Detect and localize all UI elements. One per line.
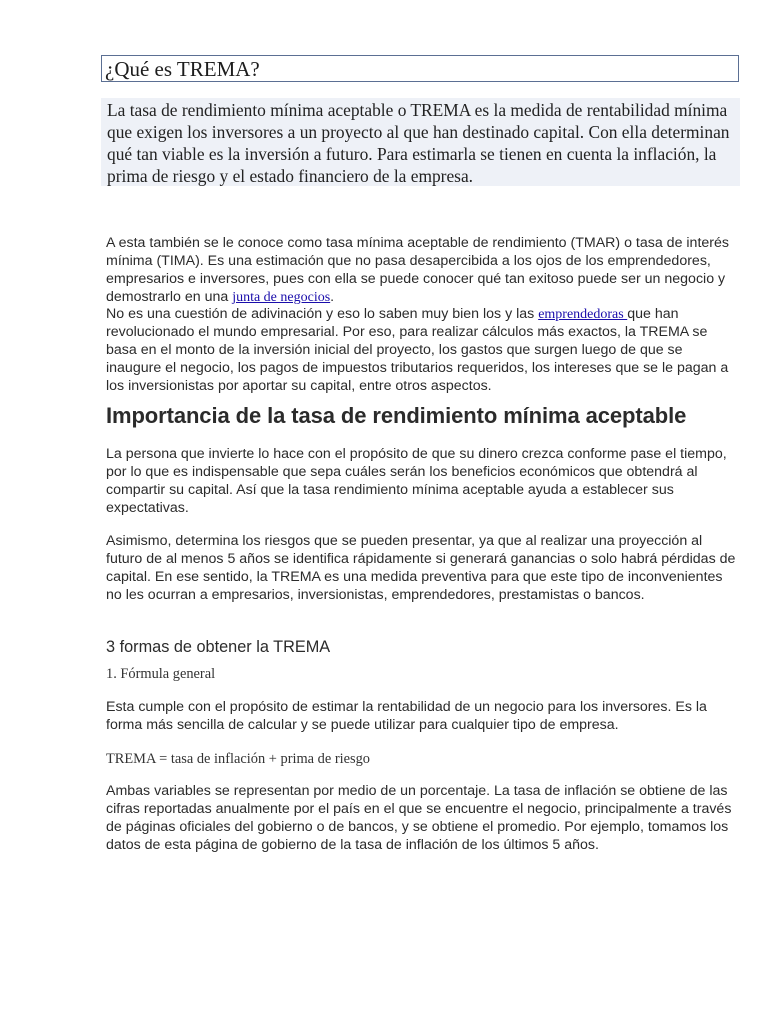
paragraph-riesgos: Asimismo, determina los riesgos que se pueden presentar, ya que al realizar una proyección al futuro de al menos 5 años se identifica rápidamente si generará ganancias o solo habrá pérdidas de capital. En ese sentido, la TREMA es una medida preventiva para que este tipo de inconvenientes no les ocurran a empresarios, inversionistas, emprendedores, prestamistas o bancos. bbox=[106, 533, 736, 603]
subheading-formula-general: 1. Fórmula general bbox=[106, 666, 216, 682]
page-title: ¿Qué es TREMA? bbox=[101, 55, 739, 82]
paragraph-variables: Ambas variables se representan por medio de un porcentaje. La tasa de inflación se obtiene de las cifras reportadas anualmente por el país en el que se encuentre el negocio, principalmente a través de páginas oficiales del gobierno o de bancos, y se obtiene el promedio. Por ejemplo, tomamos los datos de esta página de gobierno de la tasa de inflación de los últimos 5 años. bbox=[106, 783, 732, 853]
link-emprendedoras[interactable]: emprendedoras bbox=[538, 307, 628, 322]
heading-formas: 3 formas de obtener la TREMA bbox=[106, 638, 331, 656]
paragraph-tmar-text: A esta también se le conoce como tasa mínima aceptable de rendimiento (TMAR) o tasa de interés mínima (TIMA). Es una estimación que no pasa desapercibida a los ojos de los emprendedores, empresarios e inversores, pues con ella se puede conocer qué tan exitoso puede ser un negocio y demostrarlo en una bbox=[106, 235, 729, 305]
formula-trema: TREMA = tasa de inflación + prima de riesgo bbox=[106, 751, 371, 767]
intro-paragraph: La tasa de rendimiento mínima aceptable o TREMA es la medida de rentabilidad mínima que exigen los inversores a un proyecto al que han destinado capital. Con ella determinan qué tan viable es la inversión a futuro. Para estimarla se tienen en cuenta la inflación, la prima de riesgo y el estado financiero de la empresa. bbox=[101, 98, 740, 186]
paragraph-tmar-end: . bbox=[330, 288, 335, 305]
paragraph-adivinacion-text: No es una cuestión de adivinación y eso lo saben muy bien los y las bbox=[106, 306, 539, 322]
paragraph-formula-general: Esta cumple con el propósito de estimar la rentabilidad de un negocio para los inversores. Es la forma más sencilla de calcular y se puede utilizar para cualquier tipo de empresa. bbox=[106, 699, 707, 733]
paragraph-adivinacion-end: que han revolucionado el mundo empresarial. Por eso, para realizar cálculos más exactos, la TREMA se basa en el monto de la inversión inicial del proyecto, los gastos que surgen luego de que se inaugure el negocio, los pagos de impuestos tributarios requeridos, los intereses que se le pagan a los inversionistas por aportar su capital, entre otros aspectos. bbox=[106, 306, 729, 394]
link-junta-de-negocios[interactable]: junta de negocios bbox=[232, 289, 331, 305]
paragraph-tmar bbox=[106, 235, 736, 307]
paragraph-adivinacion bbox=[106, 306, 736, 396]
paragraph-persona-invierte: La persona que invierte lo hace con el propósito de que su dinero crezca conforme pase el tiempo, por lo que es indispensable que sepa cuáles serán los beneficios económicos que obtendrá al compartir su capital. Así que la tasa rendimiento mínima aceptable ayuda a establecer sus expectativas. bbox=[106, 446, 727, 516]
heading-importancia: Importancia de la tasa de rendimiento mínima aceptable bbox=[106, 403, 687, 428]
